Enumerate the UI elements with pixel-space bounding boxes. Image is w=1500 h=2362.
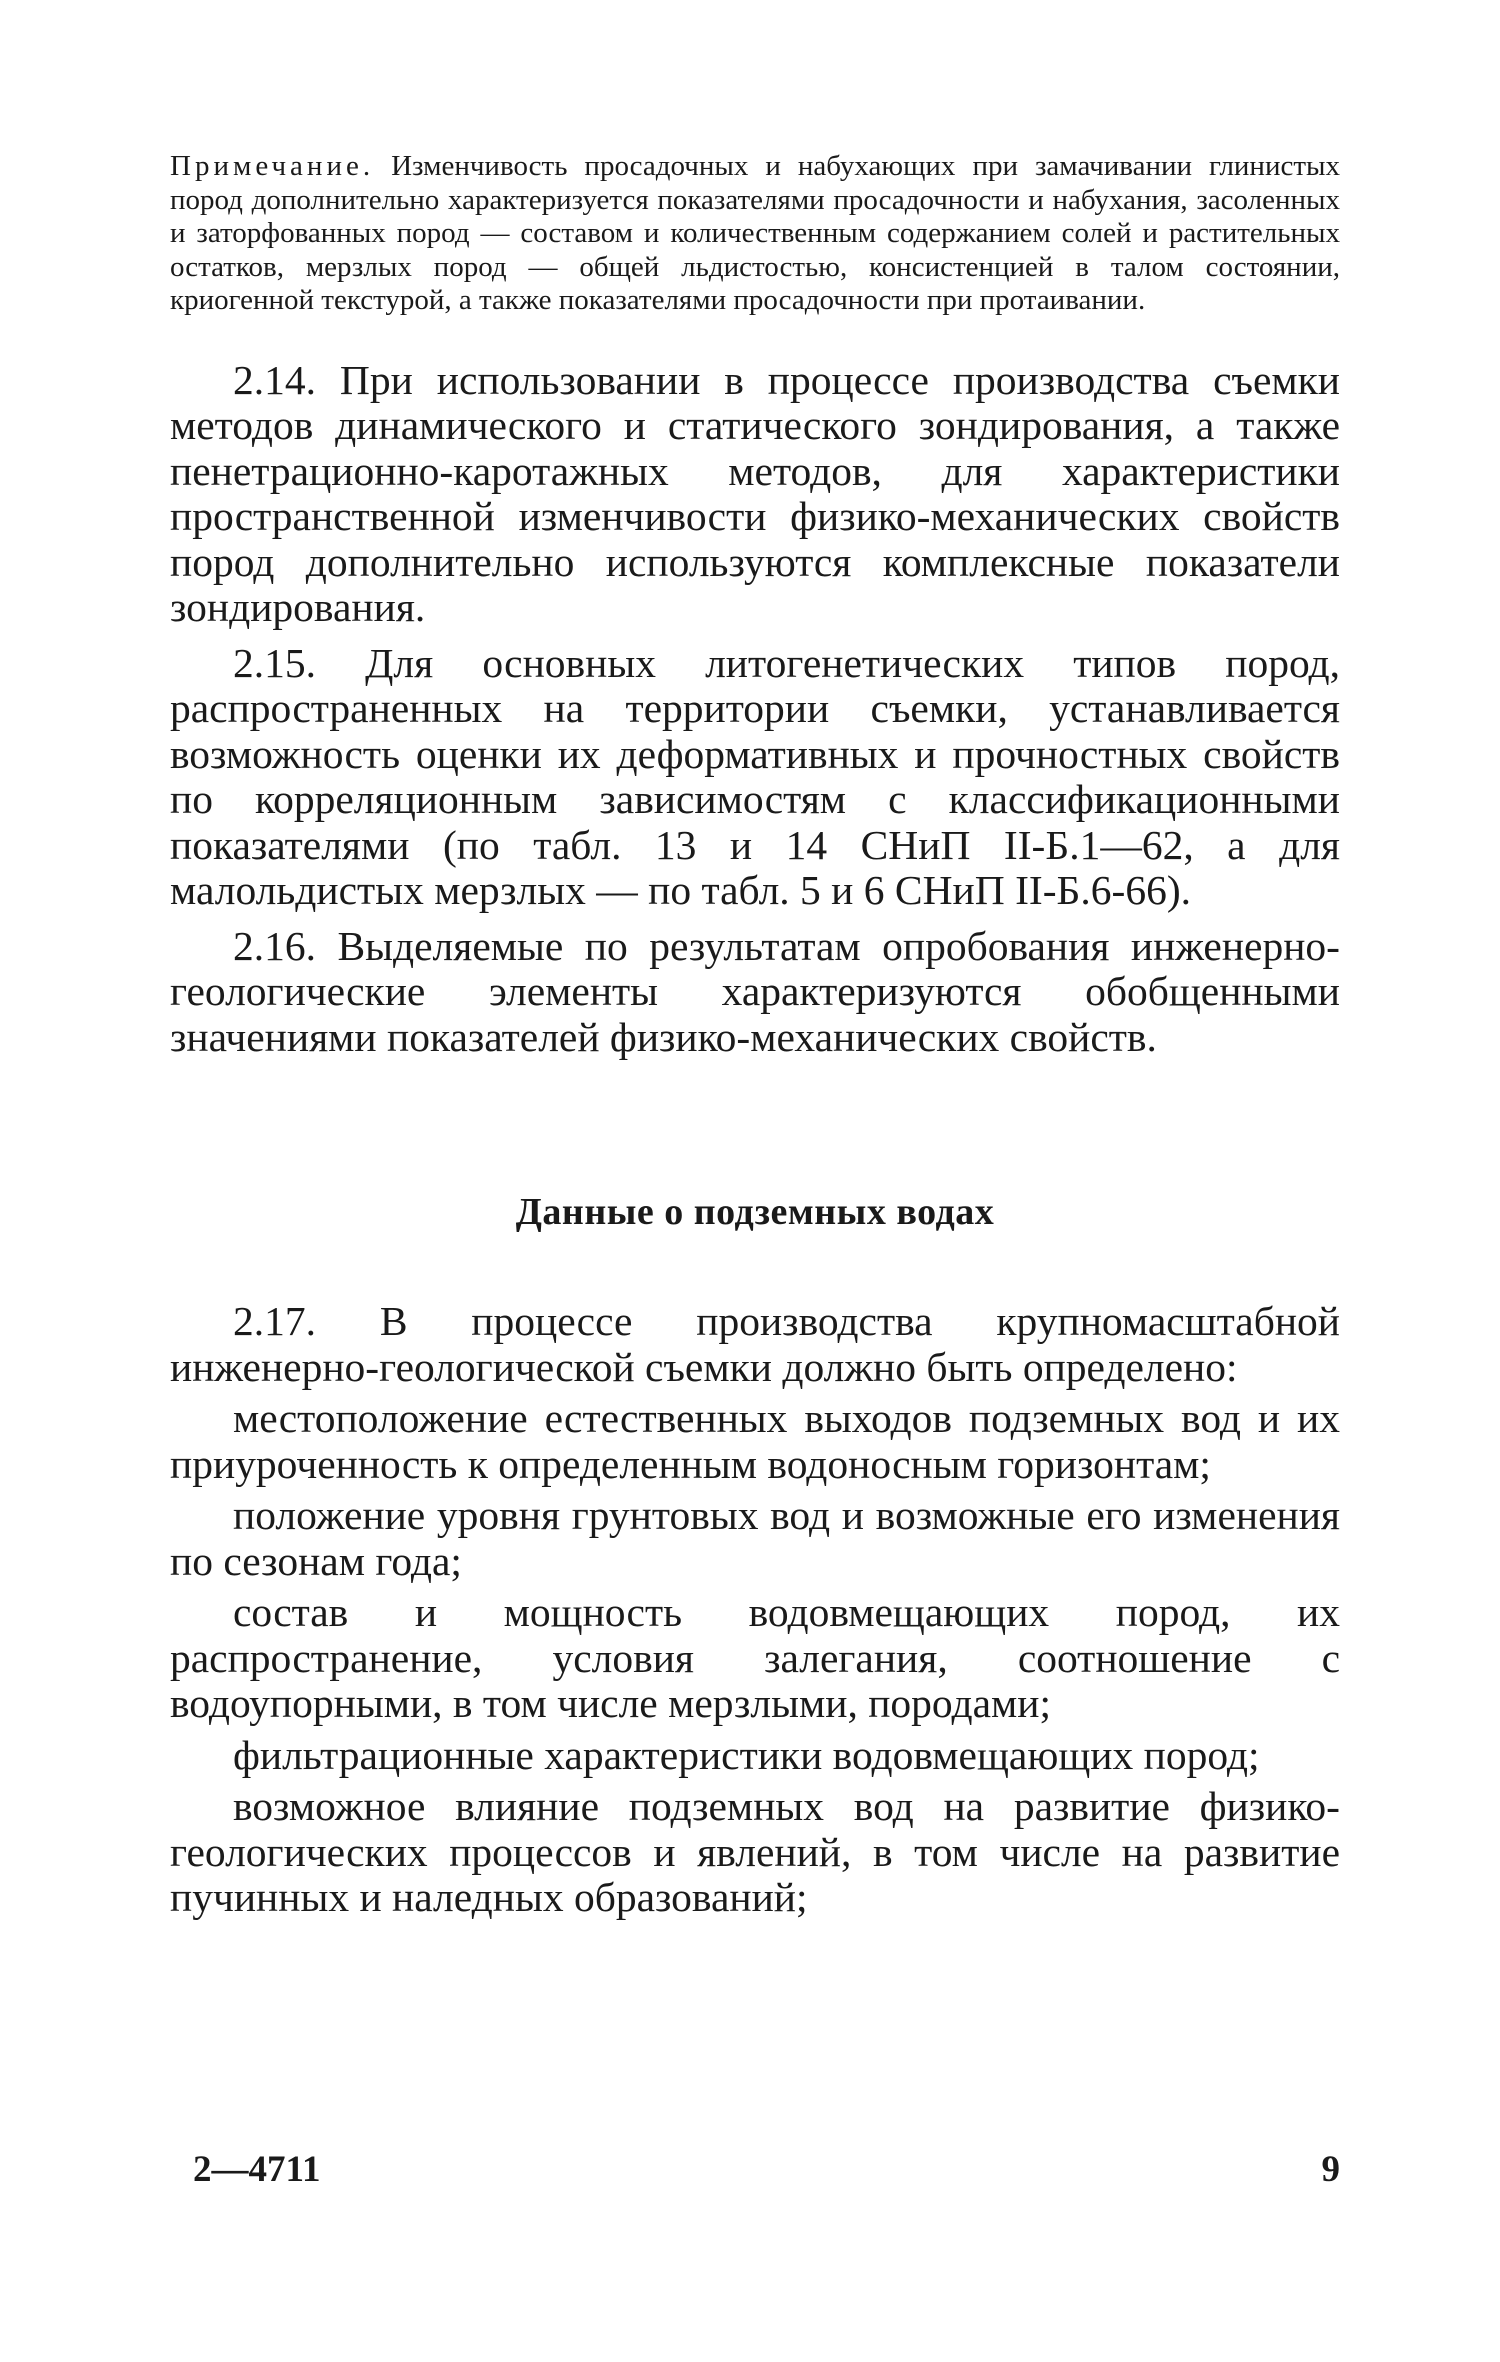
paragraph-2-17: 2.17. В процессе производства крупномасштабной инженерно-геологической съемки должно быть определено: xyxy=(170,1298,1340,1390)
section-heading: Данные о подземных водах xyxy=(515,1191,995,1233)
page-footer xyxy=(193,2148,1340,2191)
paragraph-2-16: 2.16. Выделяемые по результатам опробования инженерно-геологические элементы характеризуются обобщенными значениями показателей физико-механических свойств. xyxy=(170,922,1340,1060)
page-number: 9 xyxy=(1321,2149,1340,2190)
printer-signature: 2—4711 xyxy=(193,2149,321,2190)
list-item: фильтрационные характеристики водовмещающих пород; xyxy=(233,1731,1260,1778)
paragraph-2-15: 2.15. Для основных литогенетических типов пород, распространенных на территории съемки, устанавливается возможность оценки их деформативных и прочностных свойств по корреляционным зависимостям с классификационными показателями (по табл. 13 и 14 СНиП II-Б.1—62, а для малольдистых мерзлых — по табл. 5 и 6 СНиП II-Б.6-66). xyxy=(170,639,1340,913)
list-item: состав и мощность водовмещающих пород, их распространение, условия залегания, соотношение с водоупорными, в том числе мерзлыми, породами; xyxy=(170,1589,1340,1726)
list-item: местоположение естественных выходов подземных вод и их приуроченность к определенным водоносным горизонтам; xyxy=(170,1395,1340,1487)
page-content xyxy=(170,150,1340,1921)
main-text xyxy=(170,358,1340,1061)
list-item: возможное влияние подземных вод на развитие физико-геологических процессов и явлений, в том числе на развитие пучинных и наледных образований; xyxy=(170,1783,1340,1920)
note-label: Примечание. xyxy=(170,150,375,182)
paragraph-2-14: 2.14. При использовании в процессе производства съемки методов динамического и статического зондирования, а также пенетрационно-каротажных методов, для характеристики пространственной изменчивости физико-механических свойств пород дополнительно используются комплексные показатели зондирования. xyxy=(170,356,1340,630)
groundwater-section xyxy=(170,1299,1340,1921)
list-item: положение уровня грунтовых вод и возможные его изменения по сезонам года; xyxy=(170,1492,1340,1584)
note-paragraph xyxy=(170,150,1340,318)
note-text: Изменчивость просадочных и набухающих при замачивании глинистых пород дополнительно характеризуется показателями просадочности и набухания, засоленных и заторфованных пород — составом и количественным содержанием солей и растительных остатков, мерзлых пород — общей льдистостью, консистенцией в талом состоянии, криогенной текстурой, а также показателями просадочности при протаивании. xyxy=(170,150,1340,316)
